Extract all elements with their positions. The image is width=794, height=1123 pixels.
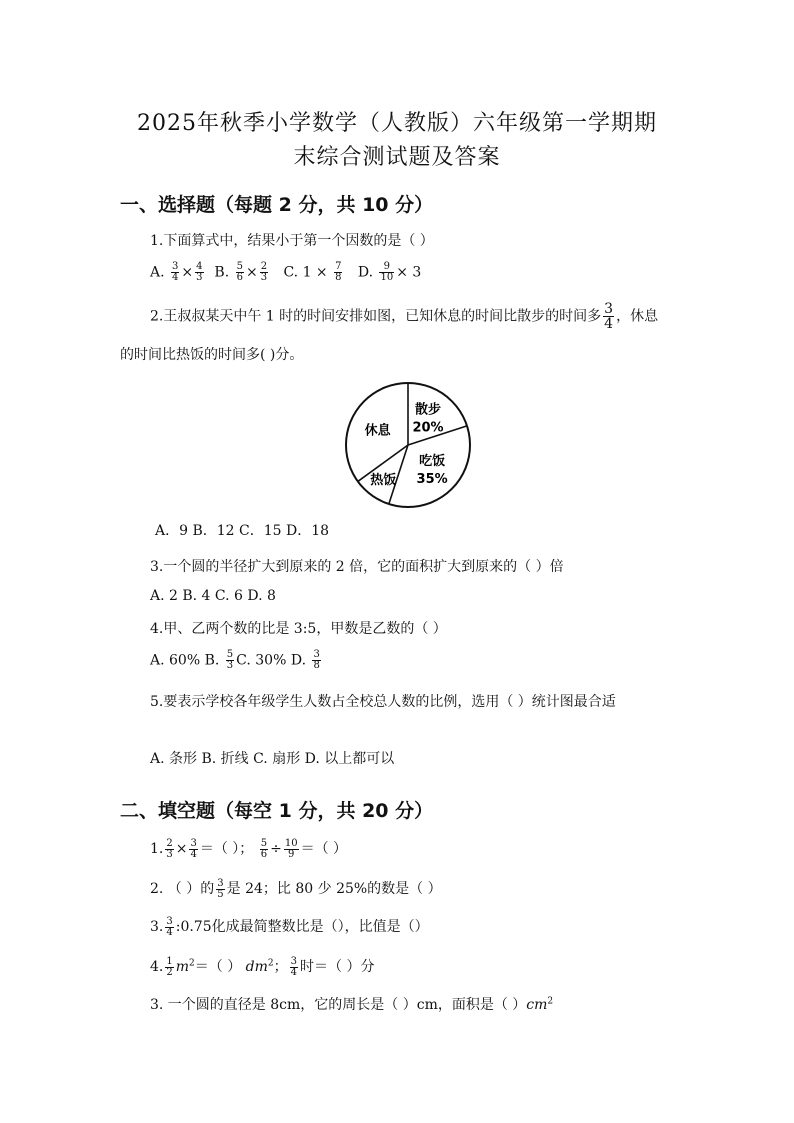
pie-label-3: 休息 [364,423,391,439]
doc-title-line1: 2025年秋季小学数学（人教版）六年级第一学期期 [137,111,657,136]
s1-q3-stem: 3.一个圆的半径扩大到原来的 2 倍，它的面积扩大到原来的（ ）倍 [150,559,564,575]
s2-q2: 2. （ ）的 $\frac{3}{5}$ 是 24；比 80 少 25%的数是（ ） [150,877,442,900]
doc-title-line2: 末综合测试题及答案 [293,145,501,170]
s2-q5: 3. 一个圆的直径是 8cm，它的周长是（ ）cm，面积是（ ）$cm^2$ [150,996,554,1013]
s1-q5-options: A. 条形 B. 折线 C. 扇形 D. 以上都可以 [150,751,395,767]
s2-q1: 1. $\frac{2}{3}$ × $\frac{3}{4}$ ＝（ ）； $\frac{5}{6}$ ÷ $\frac{10}{9}$ ＝（ ） [150,837,348,860]
s1-q4-options: A. 60% B. $\frac{5}{3}$ C. 30% D. $\frac{3}{8}$ [150,649,320,671]
s2-q4: 4. $\frac{1}{2}$ $m^2=$（ ） $dm^2$； $\frac{3}{4}$ 时＝（ ）分 [150,955,375,978]
s1-q3-options: A. 2 B. 4 C. 6 D. 8 [150,588,276,604]
s1-q1-stem: 1.下面算式中，结果小于第一个因数的是（ ） [150,233,434,249]
pie-value-label-1: 35% [416,472,448,488]
pie-label-2: 热饭 [370,473,397,489]
s1-q2-stem-line2: 的时间比热饭的时间多( )分。 [120,347,304,363]
section1-heading: 一、选择题（每题 2 分，共 10 分） [120,194,434,216]
pie-label-0: 散步 [415,402,442,418]
s1-q2-options: A．9 B．12 C．15 D．18 [155,523,330,539]
s2-q3: 3. $\frac{3}{4}$ :0.75化成最简整数比是（），比值是（） [150,915,429,938]
s1-q2-stem: 2.王叔叔某天中午 1 时的时间安排如图，已知休息的时间比散步的时间多 $\frac{3}{4}$ ，休息 [150,301,659,332]
pie-label-1: 吃饭 [419,454,446,470]
pie-value-label-0: 20% [412,420,444,436]
pie-chart [340,380,480,510]
s1-q5-stem: 5.要表示学校各年级学生人数占全校总人数的比例，选用（ ）统计图最合适 [150,694,616,710]
s1-q4-stem: 4.甲、乙两个数的比是 3:5，甲数是乙数的（ ） [150,621,447,637]
s1-q1-options: A. $\frac{3}{4}$ × $\frac{4}{3}$ B. $\frac{5}{6}$ × $\frac{2}{3}$ C. 1 × $\frac{7}{8}$ D. $\frac{9}{10}$ × 3 [150,261,422,283]
section2-heading: 二、填空题（每空 1 分，共 20 分） [120,800,434,822]
